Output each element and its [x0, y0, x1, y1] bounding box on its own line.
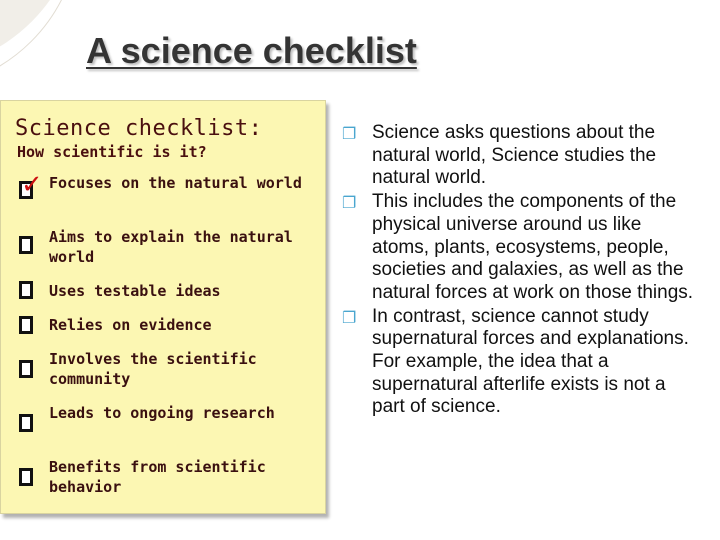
checkbox-bullet-icon: ❐	[342, 307, 357, 327]
checklist-subtitle: How scientific is it?	[17, 143, 207, 161]
slide-title: A science checklist	[86, 30, 417, 71]
checklist-item-label: Leads to ongoing research	[49, 404, 275, 422]
checkmark-icon: ✓	[21, 170, 43, 200]
checkbox-bullet-icon: ❐	[342, 193, 357, 213]
checkbox	[19, 468, 33, 486]
checklist-item-label: Focuses on the natural world	[49, 174, 302, 192]
bullet-list	[340, 122, 700, 420]
corner-decoration-ring	[0, 0, 80, 90]
bullet-text: Science asks questions about the natural world, Science studies the natural world.	[372, 122, 657, 189]
checklist-item-label: Benefits from scientific behavior	[49, 458, 266, 496]
checkbox-bullet-icon: ❐	[342, 124, 357, 143]
bullet-text: In contrast, science cannot study supernatural forces and explanations. For example, the idea that a supernatural afterlife exists is not a part of science.	[372, 305, 689, 418]
checkbox	[19, 360, 33, 378]
bullet-text: This includes the components of the physical universe around us like atoms, plants, ecosystems, people, societies and galaxies, as well as the natural forces at work on those things.	[372, 191, 694, 303]
bullet-item	[340, 191, 700, 305]
checkbox	[19, 316, 33, 334]
bullet-item	[340, 122, 700, 190]
checkbox	[19, 414, 33, 432]
checkbox	[19, 281, 33, 299]
checklist-title: Science checklist:	[15, 116, 263, 141]
checklist-item-label: Relies on evidence	[49, 316, 212, 334]
checklist-item-label: Uses testable ideas	[49, 282, 221, 300]
checklist-card	[0, 100, 326, 514]
checklist-item-label: Aims to explain the natural world	[49, 228, 293, 266]
bullet-item	[340, 306, 700, 420]
checklist-item-label: Involves the scientific community	[49, 350, 257, 388]
checkbox	[19, 236, 33, 254]
checkbox	[19, 170, 43, 200]
